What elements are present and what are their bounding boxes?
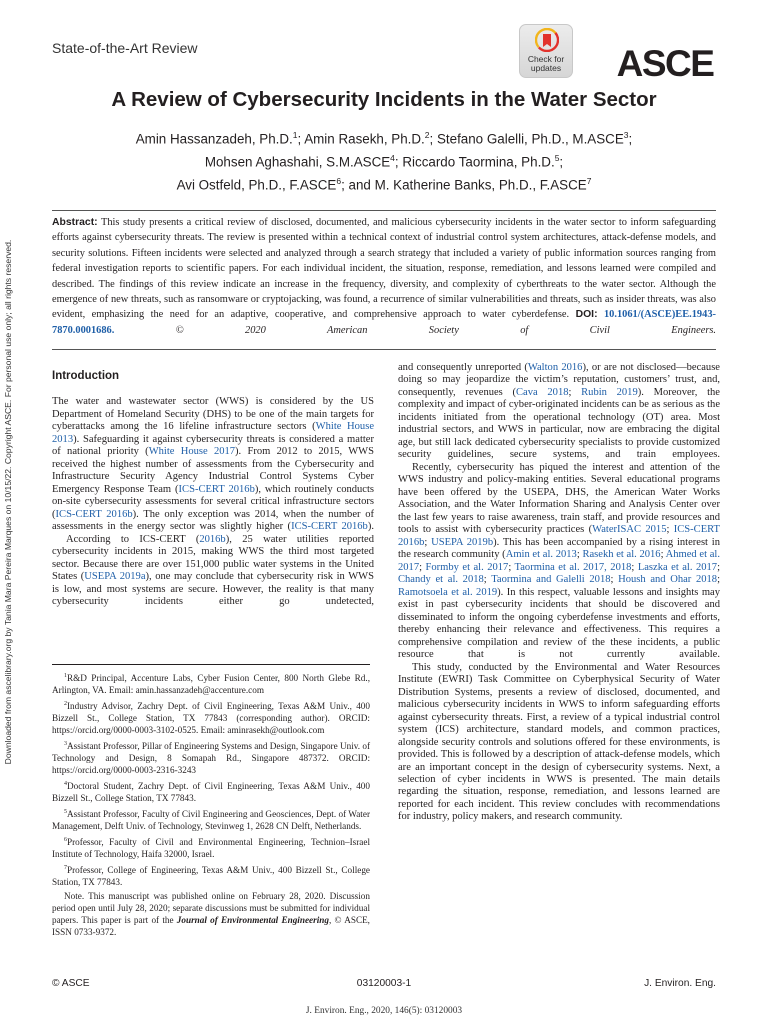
body-text: ), 25 water utilities reported cybersecurity incidents in 2015, making WWS the third most targeted sector. Because there are over 151,000 public water systems in the United States ( [52, 533, 374, 583]
footnote-marker: 7 [64, 865, 67, 872]
body-text: ; [424, 536, 432, 548]
article-type-label: State-of-the-Art Review [52, 40, 198, 56]
author-affiliation-marker: 4 [390, 152, 395, 163]
footnote-text: Professor, Faculty of Civil and Environmental Engineering, Technion–Israel Institute of Technology, Haifa 32000, Israel. [52, 837, 370, 860]
reference-link[interactable]: White House 2017 [148, 446, 236, 458]
reference-link[interactable]: ICS-CERT 2016b [178, 483, 255, 495]
left-column [52, 362, 374, 609]
reference-link[interactable]: Housh and Ohar 2018 [618, 574, 718, 586]
reference-link[interactable]: Walton 2016 [527, 362, 583, 373]
crossmark-icon [535, 28, 559, 52]
body-text: ). In this respect, valuable lessons and insights may exist in past cybersecurity incidents that should be discovered and disseminated to inform the ongoing cyberdefense investments and efforts, thereby enhancing their relevance and effectiveness. This requires a comprehensive compilation and review of the these incidents, a public resource that is not currently available. [398, 586, 720, 661]
check-for-updates-button[interactable] [519, 24, 573, 78]
affiliation-footnote [52, 738, 370, 776]
body-text: According to ICS-CERT ( [66, 533, 200, 545]
reference-link[interactable]: Ramotsoela et al. 2019 [398, 586, 498, 598]
crossmark-label-line1: Check for [527, 54, 565, 64]
abstract-text: This study presents a critical review of disclosed, documented, and malicious cybersecurity incidents in the water sector to inform safeguarding efforts against cybersecurity threats. The review is presented within a technical context of industrial control system architectures, attack-defense models, and security solutions. Fifteen incidents were selected and analyzed through a search strategy that included a variety of public information sources ranging from federal investigation reports to scientific papers. For each individual incident, the situation, response, remediation, and lessons learned were compiled and described. The findings of this review indicate an increase in the frequency, diversity, and complexity of cyberthreats to the water sector. Although the emergence of new threats, such as ransomware or cryptojacking, was found, a recurrence of similar vulnerabilities and threats, such as insider threats, was also evident, emphasizing the need for an adaptive, cooperative, and comprehensive approach to water cyberdefense. [52, 217, 716, 321]
download-notice [1, 212, 15, 792]
body-text: ; [717, 561, 720, 573]
body-text: ; [576, 549, 583, 561]
footnote-text: Doctoral Student, Zachry Dept. of Civil Engineering, Texas A&M Univ., 400 Bizzell St., College Station, TX 77843. [52, 781, 370, 804]
affiliation-footnote [52, 862, 370, 888]
body-paragraph [52, 534, 374, 609]
reference-link[interactable]: Laszka et al. 2017 [637, 561, 718, 573]
body-text: ; [419, 561, 426, 573]
left-paragraphs [52, 396, 374, 608]
body-text: ). From 2012 to 2015, WWS received the highest number of assessments from the Cybersecurity and Infrastructure Security Agency Industrial Control Systems Cyber Emergency Response Team ( [52, 446, 374, 495]
reference-link[interactable]: ICS-CERT 2016b [291, 521, 368, 533]
author-name: Avi Ostfeld, Ph.D., F.ASCE [176, 177, 337, 193]
body-text: ), or are not disclosed—because doing so may jeopardize the victim’s reputation, customers’ trust, and, consequently, revenues ( [398, 362, 720, 398]
body-text: ; [660, 549, 666, 561]
body-text: ; [568, 386, 582, 398]
page-number: 03120003-1 [356, 978, 412, 989]
reference-link[interactable]: 2016b [199, 533, 226, 545]
author-affiliation-marker: 2 [424, 130, 430, 140]
footnote-text: R&D Principal, Accenture Labs, Cyber Fusion Center, 800 North Glebe Rd., Arlington, VA. Email: amin.hassanzadeh@accenture.com [52, 673, 370, 696]
footnote-text: Assistant Professor, Pillar of Engineering Systems and Design, Singapore Univ. of Technology and Design, 8 Somapah Rd., Singapore 487372. ORCID: https://orcid.org/0000-0003-2316-3243 [52, 741, 370, 776]
author-name: Stefano Galelli, Ph.D., M.ASCE [436, 131, 624, 147]
body-text: ). This has been accompanied by a rising interest in the research community ( [398, 536, 720, 561]
journal-name: Journal of Environmental Engineering [176, 915, 329, 926]
body-paragraph [52, 396, 374, 533]
abstract-bottom-rule [52, 349, 716, 350]
article-title: A Review of Cybersecurity Incidents in the Water Sector [111, 88, 657, 111]
author-separator: ; [628, 131, 633, 147]
author-affiliation-marker: 1 [292, 130, 298, 140]
footnote-text: Industry Advisor, Zachry Dept. of Civil Engineering, Texas A&M Univ., 400 Bizzell St., College Station, TX 77843 (corresponding author). ORCID: https://orcid.org/0000-0003-3102-0525. Email: aminrasekh@outlook.com [52, 701, 370, 736]
footnote-list [52, 670, 370, 888]
author-list [0, 126, 768, 195]
reference-link[interactable]: White House 2013 [52, 421, 374, 445]
body-text: ). [367, 521, 374, 533]
reference-link[interactable]: WaterISAC 2015 [592, 524, 667, 536]
author-name: Amin Hassanzadeh, Ph.D. [135, 131, 293, 147]
reference-link[interactable]: ICS-CERT 2016b [55, 508, 133, 520]
reference-link[interactable]: Formby et al. 2017 [425, 561, 509, 573]
body-text: The water and wastewater sector (WWS) is considered by the US Department of Homeland Security (DHS) to be one of the main targets for cyberattacks among the 16 lifeline infrastructure sectors ( [52, 396, 374, 433]
body-text: ). Safeguarding it against cybersecurity threats is considered a matter of national priority ( [52, 433, 374, 458]
reference-link[interactable]: Chandy et al. 2018 [398, 574, 484, 586]
body-text: ; [631, 561, 638, 573]
body-text: ; [717, 574, 720, 586]
publication-issn: , © ASCE, ISSN 0733-9372. [52, 915, 370, 938]
reference-link[interactable]: Taormina and Galelli 2018 [491, 574, 611, 586]
body-text: and consequently unreported ( [398, 362, 528, 373]
author-affiliation-marker: 6 [336, 175, 342, 186]
affiliation-footnote [52, 670, 370, 696]
footnote-marker: 3 [64, 741, 67, 748]
body-text: ). The only exception was 2014, when the number of assessments in the energy sector was slightly higher ( [52, 508, 375, 533]
body-text: ). Moreover, the complexity and impact of cyber-originated incidents can be as serious as the incidents initiated from the operational technology (OT) area. Most industrial sectors, and WWS in particular, now are embracing the digital age, but still lack dedicated cybersecurity specialists to provide customized security guidelines, secure systems, and train employees. [398, 386, 720, 461]
footnote-separator [52, 664, 370, 665]
author-name: Riccardo Taormina, Ph.D. [402, 154, 555, 170]
footnotes [52, 670, 370, 940]
download-notice-text: Downloaded from ascelibrary.org by Tania Mara Pereira Marques on 10/15/22. Copyright ASCE. For personal use only; all rights reserved. [3, 239, 13, 765]
reference-link[interactable]: Rubin 2019 [581, 386, 638, 398]
author-name: M. Katherine Banks, Ph.D., F.ASCE [374, 177, 587, 193]
right-paragraphs [398, 362, 720, 824]
footnote-marker: 2 [64, 701, 67, 708]
journal-abbrev: J. Environ. Eng. [644, 978, 716, 989]
author-separator: ; [429, 131, 437, 147]
footnote-marker: 6 [64, 837, 67, 844]
section-heading: Introduction [52, 370, 120, 382]
reference-link[interactable]: USEPA 2019a [84, 571, 146, 583]
body-text: ; [666, 524, 674, 536]
author-separator: ; and [341, 177, 375, 193]
asce-logo-text: ASCE [616, 43, 714, 81]
footnote-marker: 5 [64, 809, 67, 816]
author-name: Amin Rasekh, Ph.D. [304, 131, 425, 147]
reference-link[interactable]: Taormina et al. 2017, 2018 [514, 561, 632, 573]
citation-line: J. Environ. Eng., 2020, 146(5): 03120003 [305, 1006, 463, 1016]
author-separator: ; [394, 154, 403, 170]
crossmark-label-line2: updates [530, 63, 562, 73]
body-text: ; [483, 574, 492, 586]
abstract-top-rule [52, 210, 716, 211]
abstract-label: Abstract: [52, 217, 98, 228]
abstract-copyright: © 2020 American Society of Civil Engineers. [175, 324, 717, 336]
author-name: Mohsen Aghashahi, S.M.ASCE [204, 154, 391, 170]
body-text: ), one may conclude that cybersecurity risk in WWS is low, and most systems are secure. However, the reality is that many cybersecurity incidents either go undetected, [52, 571, 374, 608]
body-text: ; [610, 574, 619, 586]
author-affiliation-marker: 3 [623, 130, 629, 140]
publication-note-text: Note. This manuscript was published online on February 28, 2020. Discussion period open until July 28, 2020; separate discussions must be submitted for individual papers. This paper is part of the [52, 891, 370, 926]
doi-label: DOI: [575, 309, 598, 321]
footnote-marker: 1 [64, 673, 67, 679]
publication-note [52, 890, 370, 938]
author-separator: ; [297, 131, 305, 147]
asce-logo [613, 43, 717, 81]
body-text: ; [508, 561, 515, 573]
author-affiliation-marker: 7 [586, 175, 592, 186]
author-separator: ; [559, 154, 564, 170]
body-paragraph [398, 662, 720, 824]
reference-link[interactable]: Amin et al. 2013 [505, 549, 577, 561]
body-text: This study, conducted by the Environmental and Water Resources Institute (EWRI) Task Committee on Cyberphysical Security of Water Distribution Systems, presents a review of disclosed, documented, and malicious cybersecurity incidents in WWS to inform safeguarding efforts against cybersecurity threats. First, a review of a typical industrial control system (ICS) architecture, standard models, and common practices, alongside security controls and solutions offered for these environments, is provided. This is followed by a description of attack-defense models, which are an important concept in the design of cybersecurity systems. Next, a selection of cyber incidents in WWS is presented. The main details regarding the situation, response, remediation, and lessons learned are reported for each incident. This review concludes with recommendations for industry, policy makers, and research community. [398, 661, 720, 823]
affiliation-footnote [52, 806, 370, 832]
body-paragraph [398, 362, 720, 462]
reference-link[interactable]: Cava 2018 [516, 386, 569, 398]
footnote-marker: 4 [64, 781, 67, 788]
body-text: Recently, cybersecurity has piqued the interest and attention of the WWS industry and policy-making entities. Several educational programs have been offered by the USEPA, DHS, the American Water Works Association, and the Water Information Sharing and Analysis Center over the last few years to raise awareness, train staff, and provide resources and tools to assist with cybersecurity practices ( [398, 461, 720, 536]
footnote-text: Professor, College of Engineering, Texas A&M Univ., 400 Bizzell St., College Station, TX 77843. [52, 865, 370, 888]
reference-link[interactable]: Ahmed et al. 2017 [398, 549, 720, 573]
reference-link[interactable]: Rasekh et al. 2016 [582, 549, 661, 561]
body-paragraph [398, 462, 720, 662]
right-column [398, 362, 720, 824]
author-line [0, 126, 768, 149]
reference-link[interactable]: USEPA 2019b [431, 536, 494, 548]
footer-copyright: © ASCE [52, 978, 90, 989]
abstract [52, 215, 716, 338]
affiliation-footnote [52, 778, 370, 804]
doi-link[interactable]: 10.1061/(ASCE)EE.1943-7870.0001686. [52, 309, 716, 336]
reference-link[interactable]: ICS-CERT 2016b [398, 524, 720, 548]
author-line [0, 149, 768, 172]
author-line [0, 172, 768, 195]
body-text: ), which routinely conducts on-site cybersecurity assessments for several critical infrastructure sectors ( [52, 483, 375, 520]
footnote-text: Assistant Professor, Faculty of Civil Engineering and Geosciences, Dept. of Water Management, Delft Univ. of Technology, Stevinweg 1, 2628 CN Delft, Netherlands. [52, 809, 370, 832]
affiliation-footnote [52, 698, 370, 736]
affiliation-footnote [52, 834, 370, 860]
author-affiliation-marker: 5 [554, 152, 560, 163]
